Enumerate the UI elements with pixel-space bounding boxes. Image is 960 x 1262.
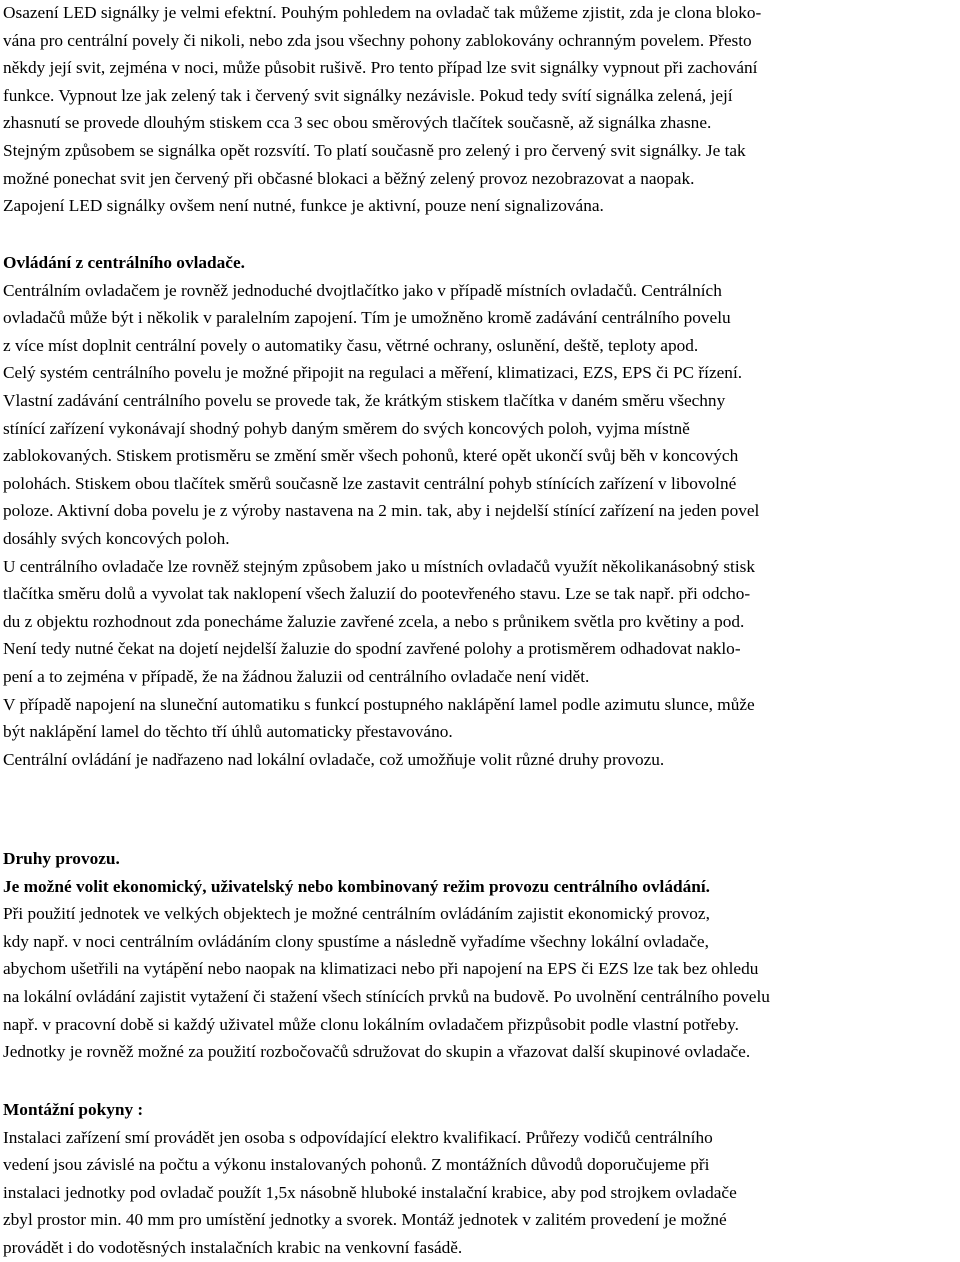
paragraph-line: poloze. Aktivní doba povelu je z výroby nastavena na 2 min. tak, aby i nejdelší stínící zařízení na jeden povel bbox=[3, 501, 760, 521]
installation-section bbox=[3, 1096, 955, 1262]
paragraph-line: vedení jsou závislé na počtu a výkonu instalovaných pohonů. Z montážních důvodů doporučujeme při bbox=[3, 1155, 710, 1175]
paragraph-line: funkce. Vypnout lze jak zelený tak i červený svit signálky nezávisle. Pokud tedy svítí signálka zelená, její bbox=[3, 85, 733, 105]
paragraph-line: V případě napojení na sluneční automatiku s funkcí postupného naklápění lamel podle azimutu slunce, může bbox=[3, 694, 755, 714]
paragraph-line: Při použití jednotek ve velkých objektech je možné centrálním ovládáním zajistit ekonomický provoz, bbox=[3, 904, 710, 924]
paragraph-line: Zapojení LED signálky ovšem není nutné, funkce je aktivní, pouze není signalizována. bbox=[3, 196, 604, 216]
operation-modes-section bbox=[3, 845, 955, 1066]
paragraph-line: Centrálním ovladačem je rovněž jednoduché dvojtlačítko jako v případě místních ovladačů. Centrálních bbox=[3, 280, 722, 300]
central-control-section bbox=[3, 249, 955, 773]
section-heading: Montážní pokyny : bbox=[3, 1100, 144, 1119]
paragraph-line: Centrální ovládání je nadřazeno nad lokální ovladače, což umožňuje volit různé druhy provozu. bbox=[3, 749, 665, 769]
paragraph-line: někdy její svit, zejména v noci, může působit rušivě. Pro tento případ lze svit signálky vypnout při zachování bbox=[3, 58, 758, 78]
led-signal-section bbox=[3, 0, 955, 220]
paragraph-line: zbyl prostor min. 40 mm pro umístění jednotky a svorek. Montáž jednotek v zalitém provedení je možné bbox=[3, 1210, 727, 1230]
section-subheading: Je možné volit ekonomický, uživatelský nebo kombinovaný režim provozu centrálního ovládání. bbox=[3, 876, 710, 896]
paragraph-line: stínící zařízení vykonávají shodný pohyb daným směrem do svých koncových poloh, vyjma místně bbox=[3, 418, 690, 438]
paragraph-line: U centrálního ovladače lze rovněž stejným způsobem jako u místních ovladačů využít několikanásobný stisk bbox=[3, 556, 756, 576]
paragraph-line: instalaci jednotky pod ovladač použít 1,5x násobně hluboké instalační krabice, aby pod strojkem ovladače bbox=[3, 1182, 737, 1202]
paragraph-line: zhasnutí se provede dlouhým stiskem cca 3 sec obou směrových tlačítek současně, až signálka zhasne. bbox=[3, 113, 712, 133]
paragraph-line: kdy např. v noci centrálním ovládáním clony spustíme a následně vyřadíme všechny lokální ovladače, bbox=[3, 931, 709, 951]
paragraph-line: na lokální ovládání zajistit vytažení či stažení všech stínících prvků na budově. Po uvolnění centrálního povelu bbox=[3, 986, 770, 1006]
paragraph-line: z více míst doplnit centrální povely o automatiky času, větrné ochrany, oslunění, deště, teploty apod. bbox=[3, 335, 699, 355]
paragraph-line: abychom ušetřili na vytápění nebo naopak na klimatizaci nebo při napojení na EPS či EZS lze tak bez ohledu bbox=[3, 959, 759, 979]
paragraph-line: tlačítka směru dolů a vyvolat tak naklopení všech žaluzií do pootevřeného stavu. Lze se tak např. při odcho- bbox=[3, 584, 751, 604]
paragraph-line: polohách. Stiskem obou tlačítek směrů současně lze zastavit centrální pohyb stínících zařízení v libovolné bbox=[3, 473, 737, 493]
paragraph-line: být naklápění lamel do těchto tří úhlů automaticky přestavováno. bbox=[3, 722, 453, 742]
paragraph-line: Stejným způsobem se signálka opět rozsvítí. To platí současně pro zelený i pro červený svit signálky. Je tak bbox=[3, 140, 746, 160]
paragraph-line: vána pro centrální povely či nikoli, nebo zda jsou všechny pohony zablokovány ochranným povelem. Přesto bbox=[3, 30, 752, 50]
section-heading: Druhy provozu. bbox=[3, 849, 120, 868]
paragraph-line: zablokovaných. Stiskem protisměru se změní směr všech pohonů, které opět ukončí svůj běh v koncových bbox=[3, 446, 739, 466]
paragraph-line: Vlastní zadávání centrálního povelu se provede tak, že krátkým stiskem tlačítka v daném směru všechny bbox=[3, 390, 726, 410]
paragraph-line: Celý systém centrálního povelu je možné připojit na regulaci a měření, klimatizaci, EZS, EPS či PC řízení. bbox=[3, 363, 743, 383]
paragraph-line: Není tedy nutné čekat na dojetí nejdelší žaluzie do spodní zavřené polohy a protisměrem odhadovat naklo- bbox=[3, 639, 741, 659]
paragraph-line: dosáhly svých koncových poloh. bbox=[3, 528, 230, 548]
paragraph-line: např. v pracovní době si každý uživatel může clonu lokálním ovladačem přizpůsobit podle vlastní potřeby. bbox=[3, 1014, 740, 1034]
paragraph-line: du z objektu rozhodnout zda ponecháme žaluzie zavřené zcela, a nebo s průnikem světla pro květiny a pod. bbox=[3, 611, 745, 631]
section-heading: Ovládání z centrálního ovladače. bbox=[3, 253, 245, 272]
paragraph-line: Jednotky je rovněž možné za použití rozbočovačů sdružovat do skupin a vřazovat další skupinové ovladače. bbox=[3, 1042, 751, 1062]
paragraph-line: provádět i do vodotěsných instalačních krabic na venkovní fasádě. bbox=[3, 1237, 463, 1257]
paragraph-line: ovladačů může být i několik v paralelním zapojení. Tím je umožněno kromě zadávání centrálního povelu bbox=[3, 308, 731, 328]
paragraph-line: možné ponechat svit jen červený při občasné blokaci a běžný zelený provoz nezobrazovat a naopak. bbox=[3, 168, 695, 188]
paragraph-line: pení a to zejména v případě, že na žádnou žaluzii od centrálního ovladače není vidět. bbox=[3, 666, 590, 686]
paragraph-line: Osazení LED signálky je velmi efektní. Pouhým pohledem na ovladač tak můžeme zjistit, zda je clona bloko- bbox=[3, 3, 762, 22]
paragraph-line: Instalaci zařízení smí provádět jen osoba s odpovídající elektro kvalifikací. Průřezy vodičů centrálního bbox=[3, 1127, 713, 1147]
